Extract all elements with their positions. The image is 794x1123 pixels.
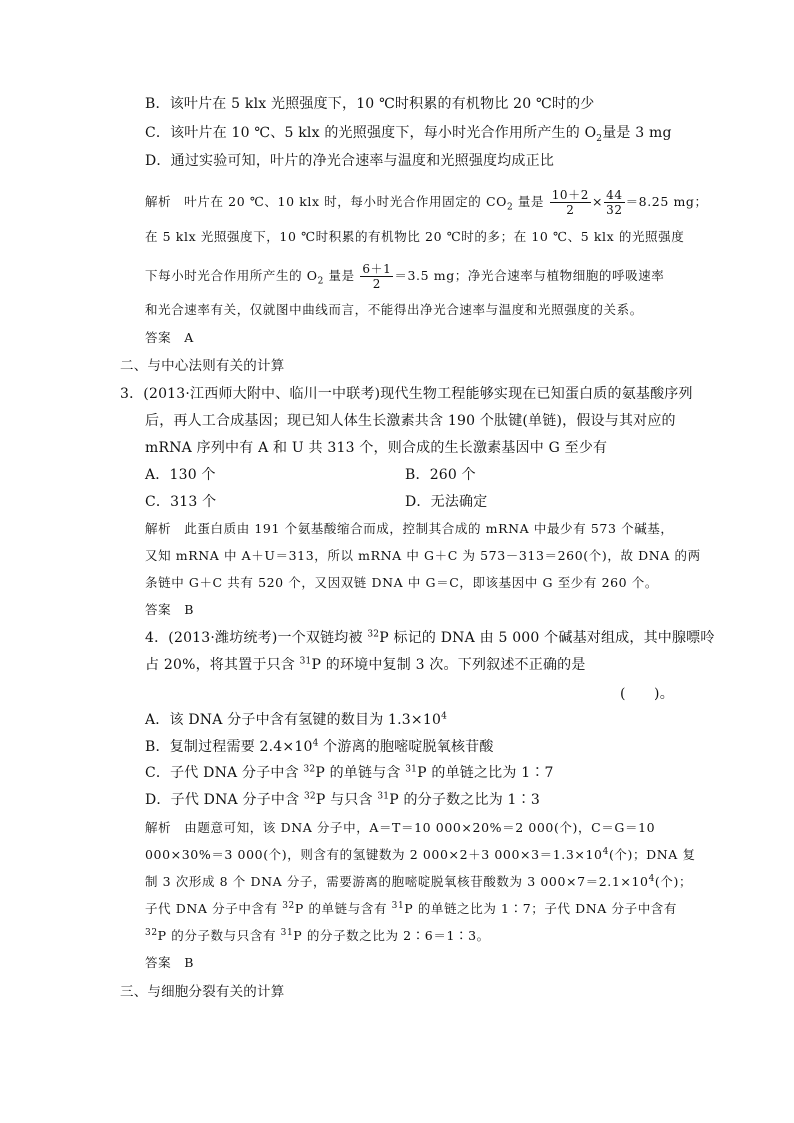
q3-option-c: C．313 个 xyxy=(145,494,217,510)
q4-stem-line-2: 占 20%，将其置于只含 $^{31}$P 的环境中复制 3 次。下列叙述不正确的是 xyxy=(145,656,586,673)
q3-option-d: D．无法确定 xyxy=(405,494,488,510)
fraction: $\frac{10+2}{2}$ xyxy=(551,188,589,217)
q4-stem-line-1: 4．(2013·潍坊统考)一个双链均被 $^{32}$P 标记的 DNA 由 5 000 个碱基对组成，其中腺嘌呤 xyxy=(145,629,715,646)
q2-answer: 答案 A xyxy=(145,330,194,345)
q3-stem-line-3: mRNA 序列中有 A 和 U 共 313 个，则合成的生长激素基因中 G 至少有 xyxy=(145,440,608,456)
q4-option-c: C．子代 DNA 分子中含 $^{32}$P 的单链与含 $^{31}$P 的单链之比为 1∶7 xyxy=(145,764,554,781)
q2-analysis-line-1: 解析 叶片在 20 ℃、10 klx 时，每小时光合作用固定的 $CO_2$ 量是 $\frac{10+2}{2}$ × $\frac{44}{32}$ ＝8.25 mg； xyxy=(145,188,708,217)
q3-option-a: A．130 个 xyxy=(145,467,216,483)
q4-answer: 答案 B xyxy=(145,955,195,970)
q4-analysis-line-4: 子代 DNA 分子中含有 $^{32}$P 的单链与含有 $^{31}$P 的单链之比为 1∶7；子代 DNA 分子中含有 xyxy=(145,900,677,916)
fraction: $\frac{6+1}{2}$ xyxy=(362,262,392,291)
q2-option-d: D．通过实验可知，叶片的净光合速率与温度和光照强度均成正比 xyxy=(145,153,555,169)
q4-answer-bracket: ( )。 xyxy=(620,686,674,702)
q4-analysis-line-1: 解析 由题意可知，该 DNA 分子中，A＝T＝10 000×20%＝2 000(个)，C＝G＝10 xyxy=(145,820,656,835)
q4-option-b: B．复制过程需要 $2.4\times 10^4$ 个游离的胞嘧啶脱氧核苷酸 xyxy=(145,738,494,755)
q2-option-b: B．该叶片在 5 klx 光照强度下，10 ℃时积累的有机物比 20 ℃时的少 xyxy=(145,96,595,112)
q4-analysis-line-2: 000×30%＝3 000(个)，则含有的氢键数为 2 000×2＋3 $000\times 3=1.3\times 10^4$(个)；DNA 复 xyxy=(145,846,696,862)
q4-option-d: D．子代 DNA 分子中含 $^{32}$P 与只含 $^{31}$P 的分子数之比为 1∶3 xyxy=(145,791,540,808)
q2-analysis-line-3: 下每小时光合作用所产生的 $O_2$ 量是 $\frac{6+1}{2}$ ＝3.5 mg；净光合速率与植物细胞的呼吸速率 xyxy=(145,262,665,291)
q4-option-a: A．该 DNA 分子中含有氢键的数目为 $1.3\times 10^4$ xyxy=(145,711,447,728)
q3-stem-line-2: 后，再人工合成基因；现已知人体生长激素共含 190 个肽键(单链)，假设与其对应的 xyxy=(145,413,676,429)
section-heading-3: 三、与细胞分裂有关的计算 xyxy=(120,984,285,1000)
q2-analysis-line-2: 在 5 klx 光照强度下，10 ℃时积累的有机物比 20 ℃时的多；在 10 ℃、5 klx 的光照强度 xyxy=(145,229,685,244)
q3-answer: 答案 B xyxy=(145,602,195,617)
q3-stem-line-1: 3．(2013·江西师大附中、临川一中联考)现代生物工程能够实现在已知蛋白质的氨基酸序列 xyxy=(120,386,693,402)
section-heading-2: 二、与中心法则有关的计算 xyxy=(120,358,285,374)
q2-analysis-line-4: 和光合速率有关，仅就图中曲线而言，不能得出净光合速率与温度和光照强度的关系。 xyxy=(145,302,643,317)
q4-analysis-line-5: $^{32}$P 的分子数与只含有 $^{31}$P 的分子数之比为 2∶6＝1∶3。 xyxy=(145,927,490,943)
q4-analysis-line-3: 制 3 次形成 8 个 DNA 分子，需要游离的胞嘧啶脱氧核苷酸数为 3 $000\times 7=2.1\times 10^4$(个)； xyxy=(145,873,693,889)
fraction: $\frac{44}{32}$ xyxy=(606,188,623,217)
q3-analysis-line-2: 又知 mRNA 中 A＋U＝313，所以 mRNA 中 G＋C 为 573－313＝260(个)，故 DNA 的两 xyxy=(145,548,701,563)
q2-option-c: C．该叶片在 10 ℃、5 klx 的光照强度下，每小时光合作用所产生的 $O_2$量是 3 mg xyxy=(145,125,672,144)
q3-option-b: B．260 个 xyxy=(405,467,476,483)
q3-analysis-line-1: 解析 此蛋白质由 191 个氨基酸缩合而成，控制其合成的 mRNA 中最少有 573 个碱基， xyxy=(145,521,674,536)
q3-analysis-line-3: 条链中 G＋C 共有 520 个，又因双链 DNA 中 G＝C，即该基因中 G 至少有 260 个。 xyxy=(145,575,658,590)
